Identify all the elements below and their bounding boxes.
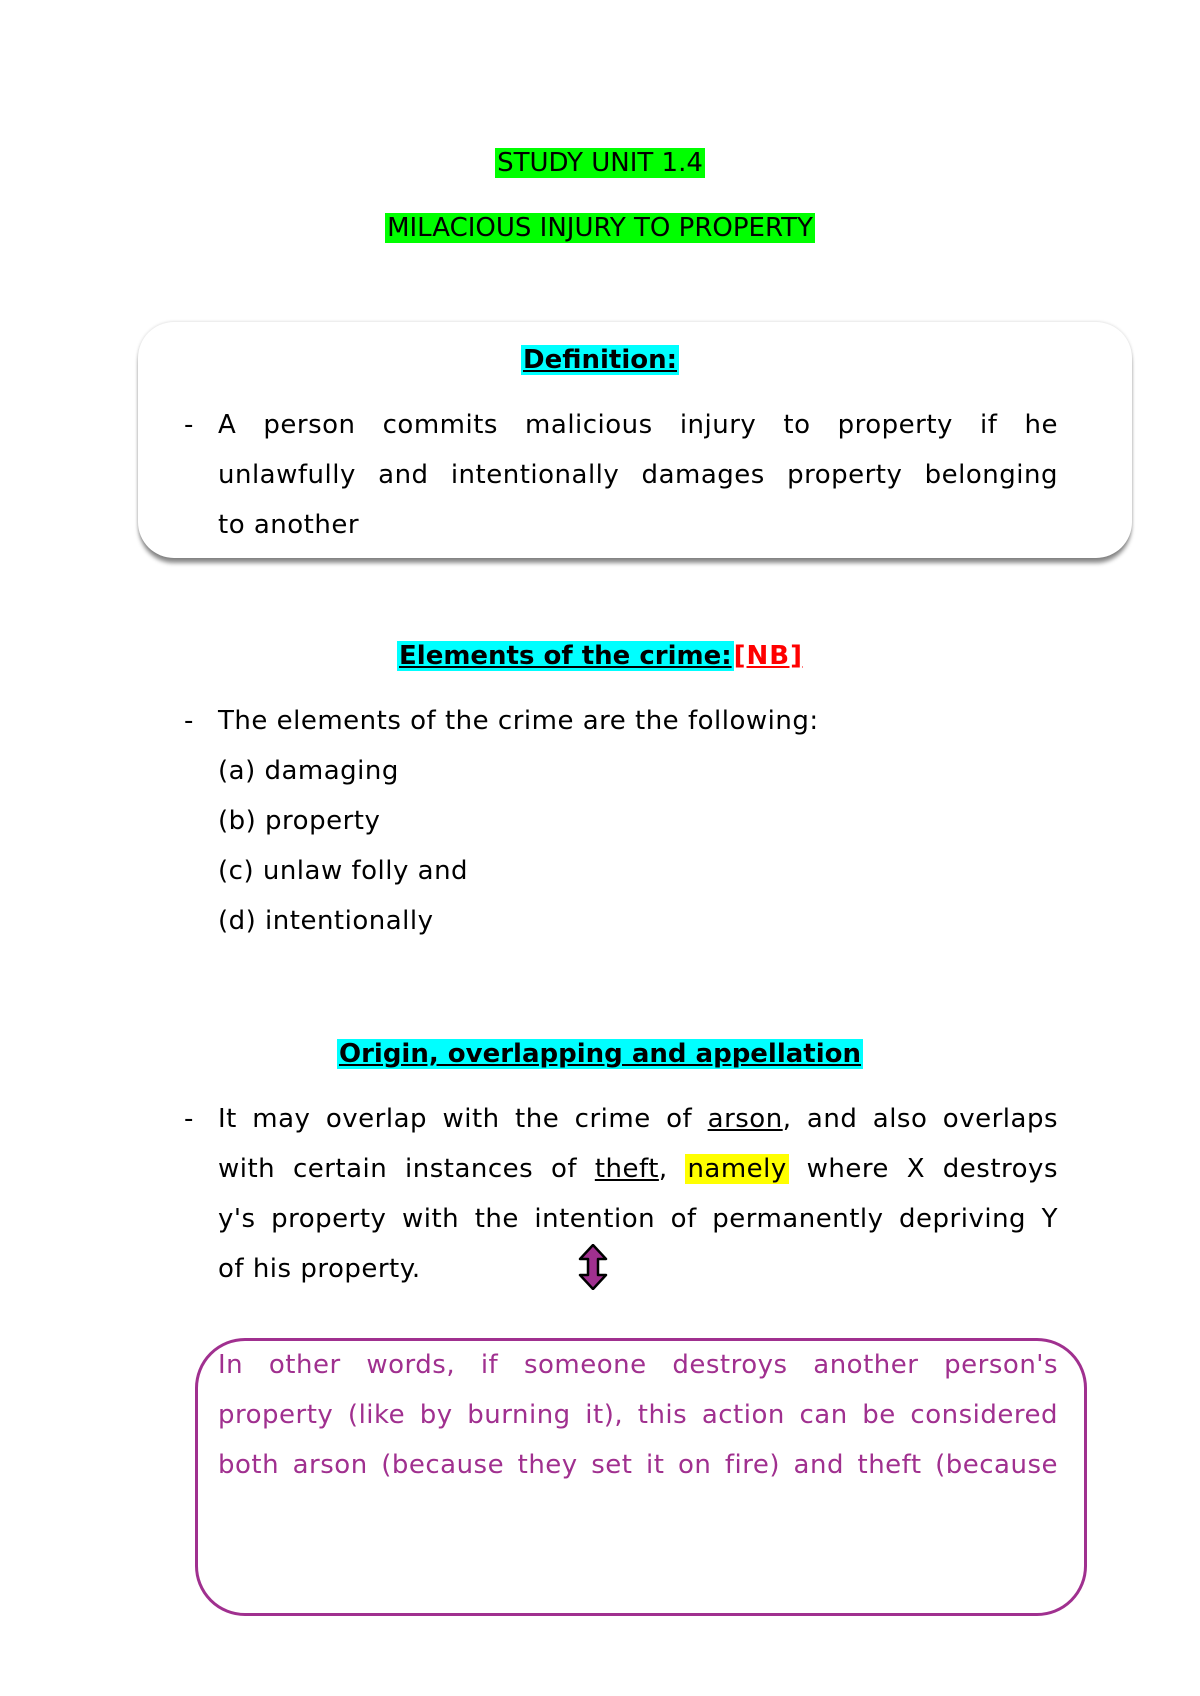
origin-line-2-end: where X destroys [788, 1154, 1058, 1184]
definition-heading: Definition: [522, 345, 678, 375]
elements-item-a: (a) damaging [218, 756, 399, 786]
elements-heading: Elements of the crime: [399, 641, 732, 671]
nb-tag: [NB] [733, 641, 803, 671]
elements-bullet-dash: - [184, 706, 194, 736]
origin-heading-line [0, 1036, 1200, 1072]
origin-text [218, 1094, 1058, 1294]
elements-intro: The elements of the crime are the following: [218, 706, 819, 736]
origin-line-4: of his property. [218, 1254, 421, 1284]
theft-term: theft [594, 1154, 659, 1184]
elements-item-d: (d) intentionally [218, 906, 434, 936]
definition-line-2: unlawfully and intentionally damages property belonging [218, 460, 1058, 490]
up-down-arrow-icon [578, 1244, 608, 1290]
arson-term: arson [707, 1104, 783, 1134]
elements-item-c: (c) unlaw folly and [218, 856, 469, 886]
topic-title: MILACIOUS INJURY TO PROPERTY [387, 213, 813, 243]
origin-line-2 [218, 1144, 1058, 1194]
origin-line-1-start: It may overlap with the crime of [218, 1104, 708, 1134]
origin-bullet-dash: - [184, 1104, 194, 1134]
origin-line-2-start: with certain instances of [218, 1154, 595, 1184]
origin-line-1 [218, 1094, 1058, 1144]
definition-line-1: A person commits malicious injury to property if he [218, 410, 1058, 440]
elements-heading-line [0, 638, 1200, 674]
note-line-3: both arson (because they set it on fire) and theft (because [218, 1450, 1058, 1480]
topic-title-line [0, 210, 1200, 246]
note-line-1: In other words, if someone destroys another person's [218, 1350, 1058, 1380]
namely-highlight: namely [687, 1154, 787, 1184]
definition-bullet-dash: - [184, 410, 194, 440]
definition-text [218, 400, 1058, 550]
origin-line-3: y's property with the intention of permanently depriving Y [218, 1204, 1058, 1234]
origin-heading: Origin, overlapping and appellation [338, 1039, 862, 1069]
origin-line-2-comma: , [658, 1154, 686, 1184]
definition-heading-line [0, 342, 1200, 378]
note-line-2: property (like by burning it), this action can be considered [218, 1400, 1058, 1430]
elements-item-b: (b) property [218, 806, 381, 836]
definition-line-3: to another [218, 510, 360, 540]
unit-title: STUDY UNIT 1.4 [497, 148, 703, 178]
note-text [218, 1340, 1058, 1490]
unit-title-line [0, 145, 1200, 181]
origin-line-1-end: , and also overlaps [782, 1104, 1058, 1134]
